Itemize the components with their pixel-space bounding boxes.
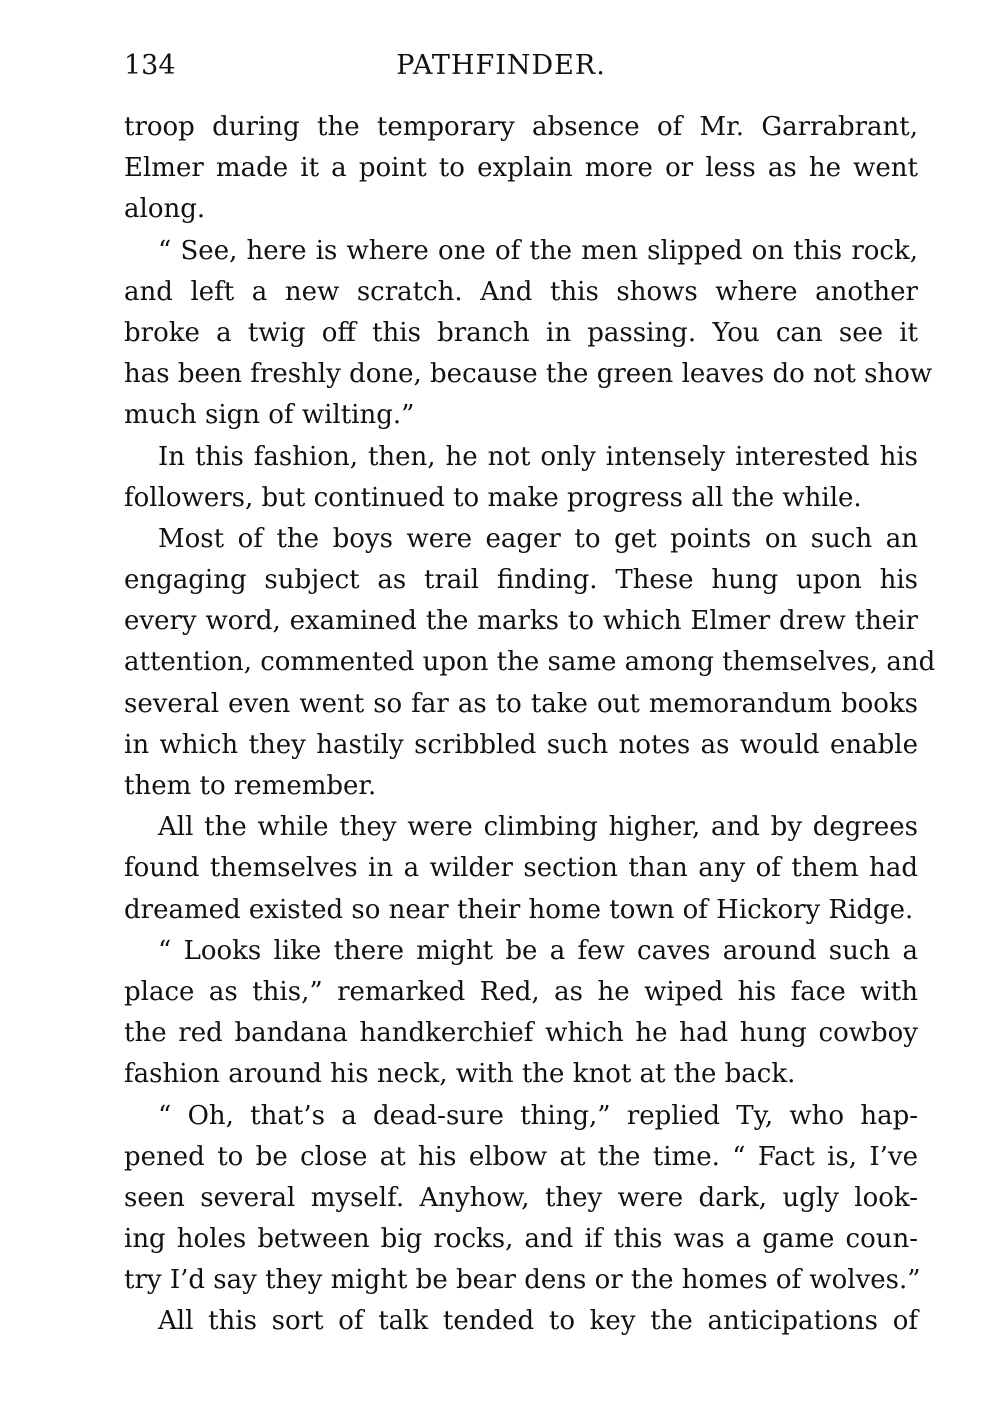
text-line: ing holes between big rocks, and if this was a game coun- <box>124 1224 918 1255</box>
text-line: pened to be close at his elbow at the time. “ Fact is, I’ve <box>124 1141 918 1172</box>
text-line: the red bandana handkerchief which he had hung cowboy <box>124 1018 918 1049</box>
paragraph <box>124 931 918 1096</box>
text-line: try I’d say they might be bear dens or the homes of wolves.” <box>124 1265 921 1296</box>
paragraph <box>124 437 918 519</box>
text-line: much sign of wilting.” <box>124 400 415 431</box>
text-line: “ Looks like there might be a few caves around such a <box>158 935 918 966</box>
text-line: has been freshly done, because the green leaves do not show <box>124 359 933 390</box>
text-line: found themselves in a wilder section than any of them had <box>124 853 918 884</box>
text-line: Most of the boys were eager to get points on such an <box>158 523 918 554</box>
body-text <box>124 107 936 1343</box>
text-line: All this sort of talk tended to key the anticipations of <box>158 1306 918 1337</box>
text-line: engaging subject as trail finding. These hung upon his <box>124 565 918 596</box>
text-line: troop during the temporary absence of Mr. Garrabrant, <box>124 112 918 142</box>
text-line: “ See, here is where one of the men slipped on this rock, <box>158 235 918 266</box>
text-line: in which they hastily scribbled such notes as would enable <box>124 729 918 760</box>
text-line: All the while they were climbing higher, and by degrees <box>158 812 918 843</box>
paragraph <box>124 807 918 931</box>
text-line: fashion around his neck, with the knot at the back. <box>124 1059 796 1090</box>
paragraph <box>124 519 936 807</box>
paragraph <box>124 1096 921 1302</box>
text-line: followers, but continued to make progress all the while. <box>124 482 862 513</box>
text-line: dreamed existed so near their home town of Hickory Ridge. <box>124 894 914 925</box>
paragraph <box>124 1301 918 1342</box>
text-line: seen several myself. Anyhow, they were dark, ugly look- <box>124 1182 918 1213</box>
page-number: 134 <box>124 50 176 81</box>
text-line: every word, examined the marks to which Elmer drew their <box>124 606 918 637</box>
paragraph <box>124 107 918 231</box>
text-line: them to remember. <box>124 771 377 801</box>
running-head <box>124 44 918 88</box>
text-line: Elmer made it a point to explain more or less as he went <box>124 153 918 184</box>
text-line: “ Oh, that’s a dead-sure thing,” replied Ty, who hap- <box>158 1100 918 1131</box>
text-line: place as this,” remarked Red, as he wiped his face with <box>124 976 918 1007</box>
text-line: and left a new scratch. And this shows where another <box>124 276 918 307</box>
text-line: broke a twig off this branch in passing. You can see it <box>124 317 918 348</box>
text-line: In this fashion, then, he not only intensely interested his <box>158 441 918 472</box>
running-title: PATHFINDER. <box>396 50 606 81</box>
paragraph <box>124 231 933 437</box>
text-line: along. <box>124 194 206 225</box>
text-line: attention, commented upon the same among themselves, and <box>124 647 936 678</box>
text-line: several even went so far as to take out memorandum books <box>124 688 918 719</box>
